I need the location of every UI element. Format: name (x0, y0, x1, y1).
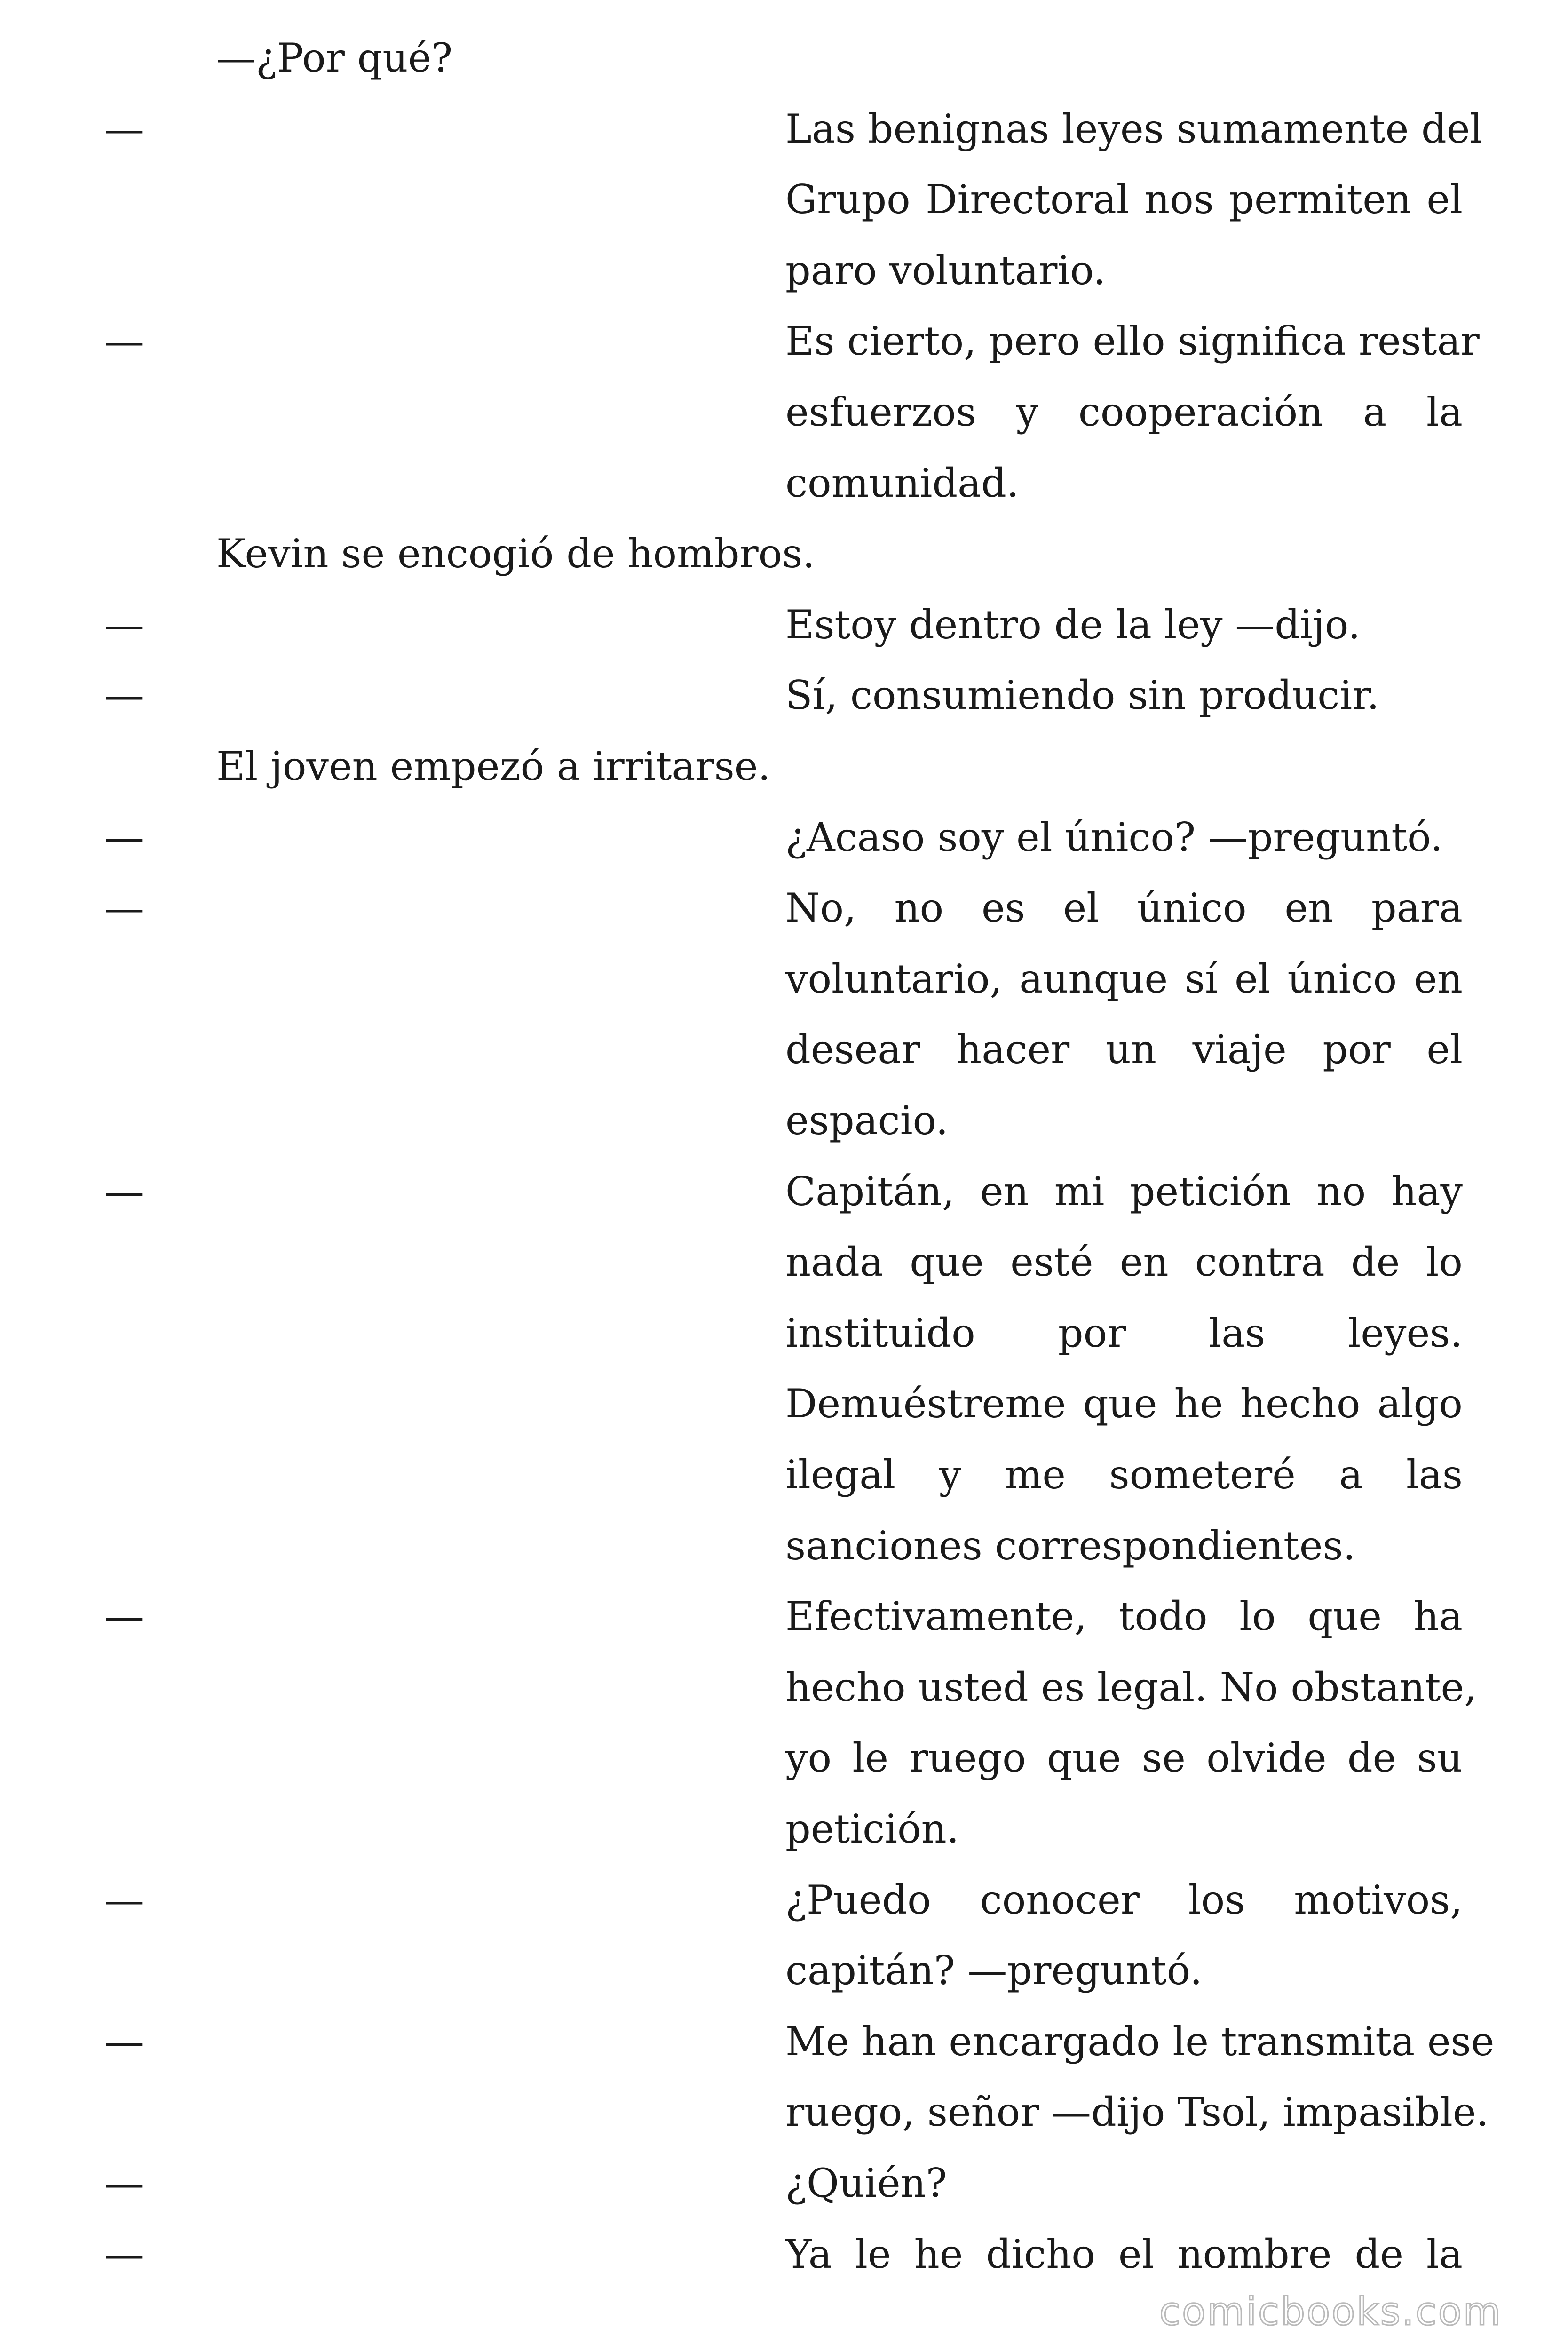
dialogue-dash: — (104, 602, 144, 648)
dialogue-line: ruego, señor —dijo Tsol, impasible. (785, 2089, 1489, 2135)
dialogue-dash: — (104, 2160, 144, 2206)
dialogue-line: ¿Quién? (785, 2160, 947, 2206)
dialogue-dash: — (104, 1877, 144, 1923)
dialogue-line: Grupo Directoral nos permiten el (785, 176, 1463, 222)
dialogue-dash: — (104, 106, 144, 152)
dialogue-line: paro voluntario. (785, 247, 1106, 294)
dialogue-line: Me han encargado le transmita ese (785, 2018, 1495, 2065)
dialogue-line: voluntario, aunque sí el único en (785, 956, 1463, 1002)
dialogue-line: hecho usted es legal. No obstante, (785, 1664, 1477, 1710)
dialogue-line: desear hacer un viaje por el (785, 1026, 1463, 1073)
dialogue-dash: — (104, 1593, 144, 1639)
dialogue-dash: — (104, 2018, 144, 2065)
narration-line: El joven empezó a irritarse. (216, 743, 771, 789)
narration-line: —¿Por qué? (216, 35, 453, 81)
dialogue-line: capitán? —preguntó. (785, 1947, 1203, 1994)
dialogue-line: Demuéstreme que he hecho algo (785, 1381, 1463, 1427)
dialogue-dash: — (104, 672, 144, 718)
dialogue-line: Estoy dentro de la ley —dijo. (785, 602, 1361, 648)
dialogue-dash: — (104, 318, 144, 364)
dialogue-line: Las benignas leyes sumamente del (785, 106, 1483, 152)
dialogue-line: Ya le he dicho el nombre de la (785, 2231, 1463, 2277)
narration-line: Kevin se encogió de hombros. (216, 531, 816, 577)
dialogue-line: Sí, consumiendo sin producir. (785, 672, 1379, 718)
dialogue-line: espacio. (785, 1097, 949, 1144)
dialogue-line: comunidad. (785, 460, 1019, 506)
dialogue-line: ilegal y me someteré a las (785, 1452, 1463, 1498)
dialogue-line: Es cierto, pero ello significa restar (785, 318, 1480, 364)
dialogue-line: petición. (785, 1806, 959, 1852)
dialogue-line: instituido por las leyes. (785, 1310, 1463, 1356)
dialogue-line: esfuerzos y cooperación a la (785, 389, 1463, 435)
dialogue-line: yo le ruego que se olvide de su (785, 1735, 1463, 1781)
dialogue-dash: — (104, 814, 144, 860)
dialogue-dash: — (104, 1168, 144, 1215)
dialogue-line: Efectivamente, todo lo que ha (785, 1593, 1463, 1639)
dialogue-line: No, no es el único en para (785, 885, 1463, 931)
dialogue-line: ¿Acaso soy el único? —preguntó. (785, 814, 1443, 860)
dialogue-line: sanciones correspondientes. (785, 1523, 1356, 1569)
dialogue-line: nada que esté en contra de lo (785, 1239, 1463, 1285)
dialogue-line: Capitán, en mi petición no hay (785, 1168, 1463, 1215)
watermark: comicbooks.com (1159, 2289, 1502, 2334)
dialogue-line: ¿Puedo conocer los motivos, (785, 1877, 1463, 1923)
dialogue-dash: — (104, 885, 144, 931)
dialogue-dash: — (104, 2231, 144, 2277)
